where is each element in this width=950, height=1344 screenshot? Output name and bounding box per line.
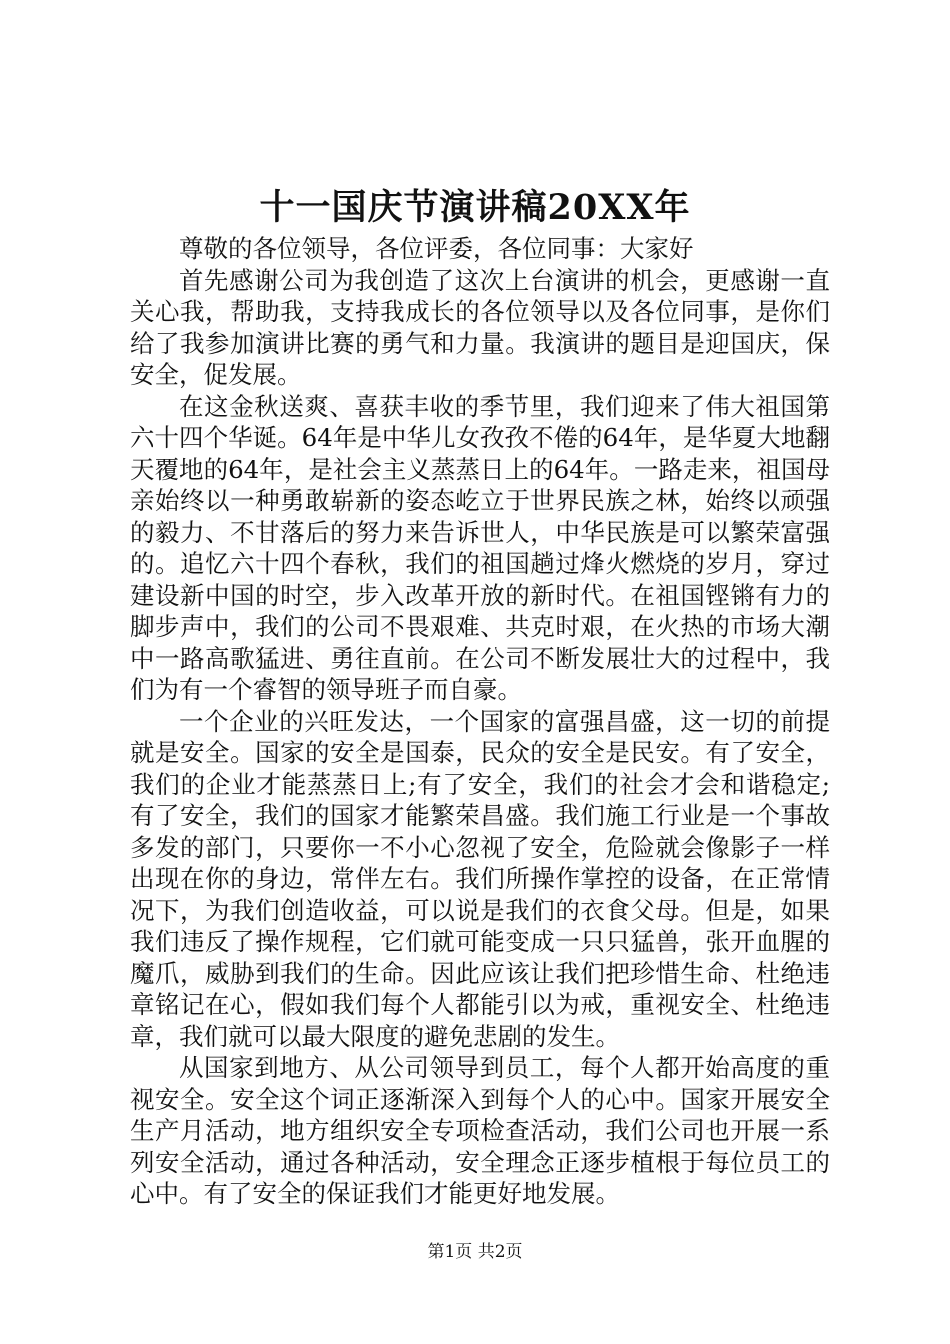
document-body (130, 233, 830, 1210)
paragraph-development: 从国家到地方、从公司领导到员工，每个人都开始高度的重视安全。安全这个词正逐渐深入到每个人的心中。国家开展安全生产月活动，地方组织安全专项检查活动，我们公司也开展一系列安全活动，通过各种活动，安全理念正逐步植根于每位员工的心中。有了安全的保证我们才能更好地发展。 (130, 1053, 830, 1208)
paragraph-intro: 首先感谢公司为我创造了这次上台演讲的机会，更感谢一直关心我，帮助我，支持我成长的各位领导以及各位同事，是你们给了我参加演讲比赛的勇气和力量。我演讲的题目是迎国庆，保安全，促发展。 (130, 265, 830, 389)
paragraph-safety: 一个企业的兴旺发达，一个国家的富强昌盛，这一切的前提就是安全。国家的安全是国泰，民众的安全是民安。有了安全，我们的企业才能蒸蒸日上;有了安全，我们的社会才会和谐稳定;有了安全，我们的国家才能繁荣昌盛。我们施工行业是一个事故多发的部门，只要你一不小心忽视了安全，危险就会像影子一样出现在你的身边，常伴左右。我们所操作掌控的设备，在正常情况下，为我们创造收益，可以说是我们的衣食父母。但是，如果我们违反了操作规程，它们就可能变成一只只猛兽，张开血腥的魔爪，威胁到我们的生命。因此应该让我们把珍惜生命、杜绝违章铭记在心，假如我们每个人都能引以为戒，重视安全、杜绝违章，我们就可以最大限度的避免悲剧的发生。 (130, 706, 830, 1051)
paragraph-anniversary: 在这金秋送爽、喜获丰收的季节里，我们迎来了伟大祖国第六十四个华诞。64年是中华儿女孜孜不倦的64年，是华夏大地翻天覆地的64年，是社会主义蒸蒸日上的64年。一路走来，祖国母亲始终以一种勇敢崭新的姿态屹立于世界民族之林，始终以顽强的毅力、不甘落后的努力来告诉世人，中华民族是可以繁荣富强的。追忆六十四个春秋，我们的祖国趟过烽火燃烧的岁月，穿过建设新中国的时空，步入改革开放的新时代。在祖国铿锵有力的脚步声中，我们的公司不畏艰难、共克时艰，在火热的市场大潮中一路高歌猛进、勇往直前。在公司不断发展壮大的过程中，我们为有一个睿智的领导班子而自豪。 (130, 391, 830, 704)
page-footer: 第1页 共2页 (427, 1242, 523, 1262)
document-title: 十一国庆节演讲稿20XX年 (259, 187, 691, 228)
paragraph-greeting: 尊敬的各位领导，各位评委，各位同事：大家好 (179, 234, 694, 263)
